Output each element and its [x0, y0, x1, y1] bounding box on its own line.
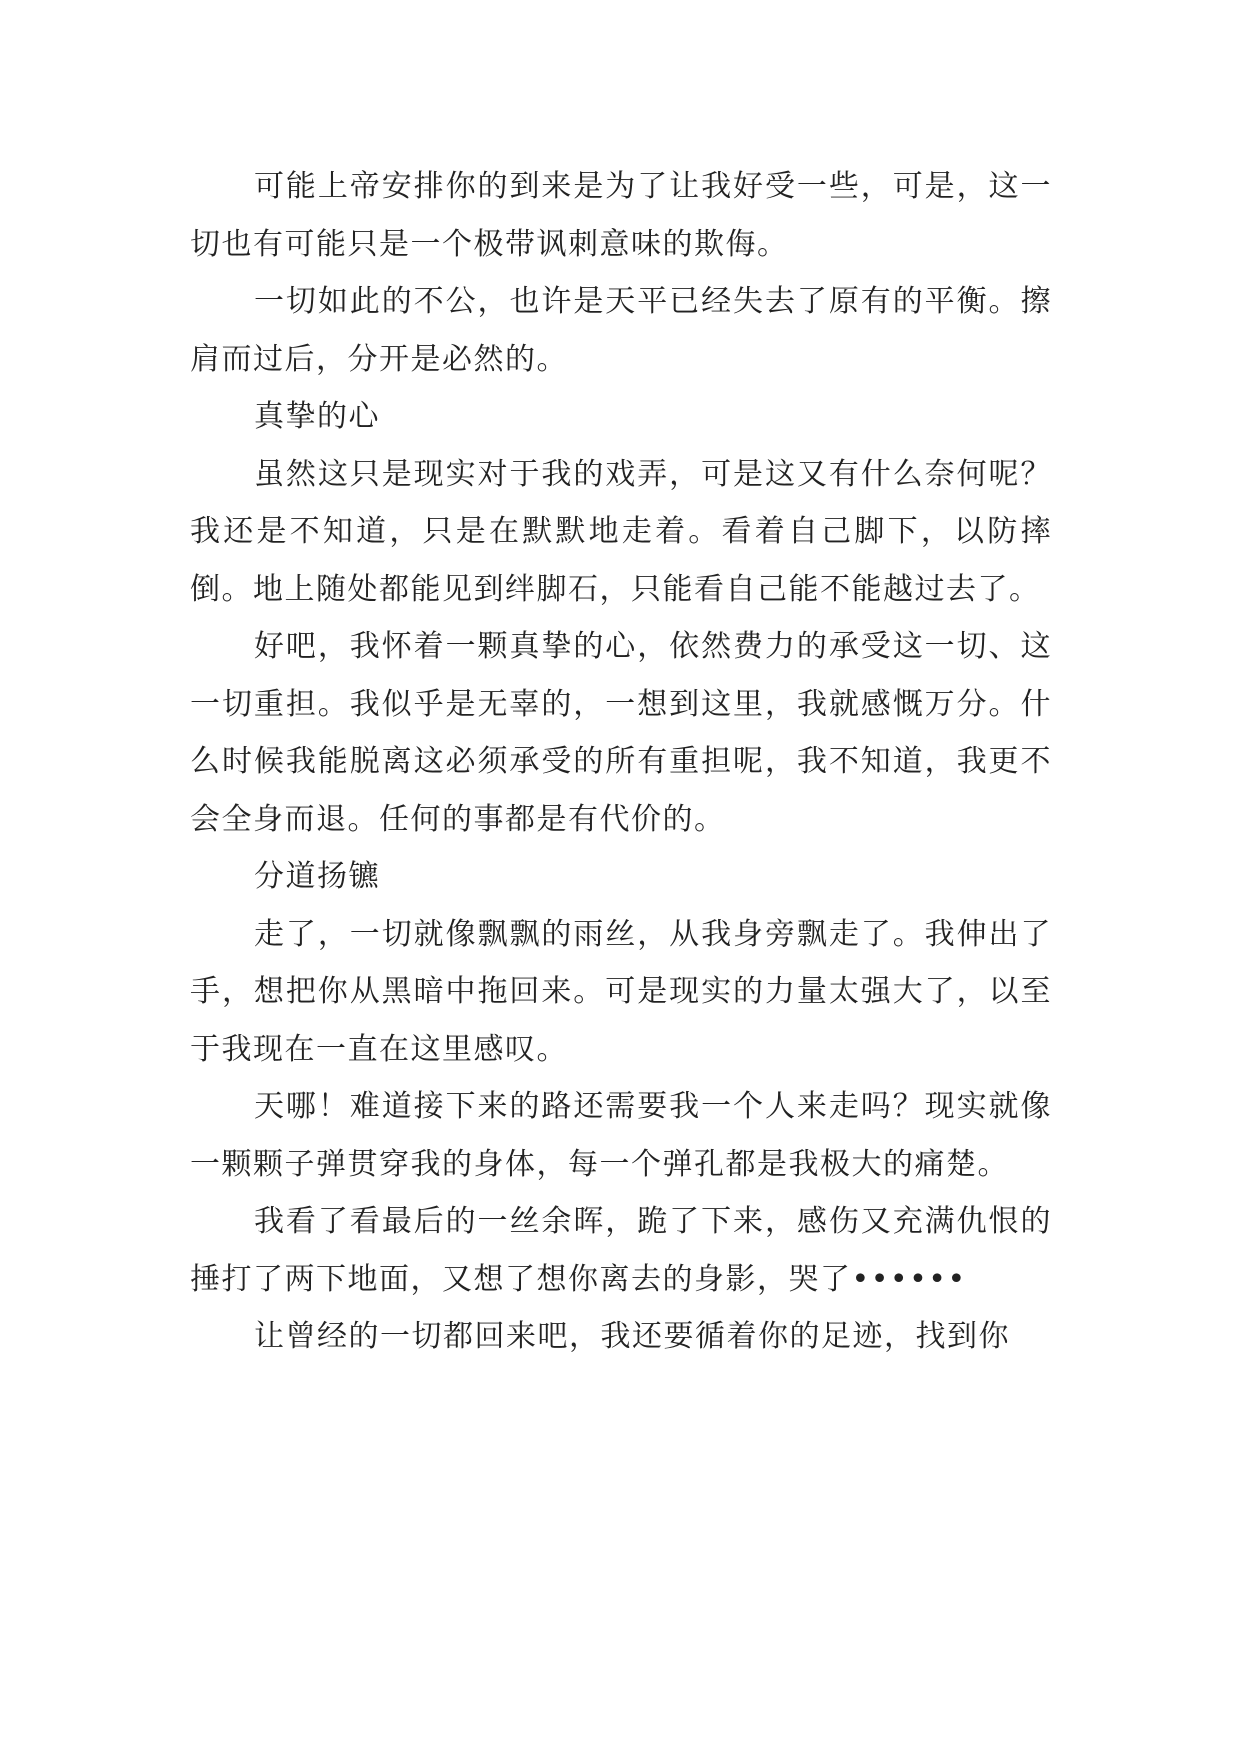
paragraph-3: 虽然这只是现实对于我的戏弄，可是这又有什么奈何呢？我还是不知道，只是在默默地走着。看着自己脚下，以防摔倒。地上随处都能见到绊脚石，只能看自己能不能越过去了。	[190, 456, 1052, 607]
paragraph-8: 让曾经的一切都回来吧，我还要循着你的足迹，找到你	[254, 1319, 1010, 1354]
paragraph-5: 走了，一切就像飘飘的雨丝，从我身旁飘走了。我伸出了手，想把你从黑暗中拖回来。可是现实的力量太强大了，以至于我现在一直在这里感叹。	[190, 916, 1052, 1067]
paragraph-1: 可能上帝安排你的到来是为了让我好受一些，可是，这一切也有可能只是一个极带讽刺意味的欺侮。	[190, 169, 1052, 262]
paragraph-4: 好吧，我怀着一颗真挚的心，依然费力的承受这一切、这一切重担。我似乎是无辜的，一想到这里，我就感慨万分。什么时候我能脱离这必须承受的所有重担呢，我不知道，我更不会全身而退。任何的事都是有代价的。	[190, 629, 1052, 837]
paragraph-2: 一切如此的不公，也许是天平已经失去了原有的平衡。擦肩而过后，分开是必然的。	[190, 284, 1052, 377]
document-body	[190, 158, 1052, 1366]
section-heading-sincere-heart: 真挚的心	[254, 399, 380, 434]
section-heading-parting-ways: 分道扬镳	[254, 859, 380, 894]
paragraph-7: 我看了看最后的一丝余晖，跪了下来，感伤又充满仇恨的捶打了两下地面，又想了想你离去的身影，哭了••••••	[190, 1204, 1052, 1297]
paragraph-6: 天哪！难道接下来的路还需要我一个人来走吗？现实就像一颗颗子弹贯穿我的身体，每一个弹孔都是我极大的痛楚。	[190, 1089, 1052, 1182]
